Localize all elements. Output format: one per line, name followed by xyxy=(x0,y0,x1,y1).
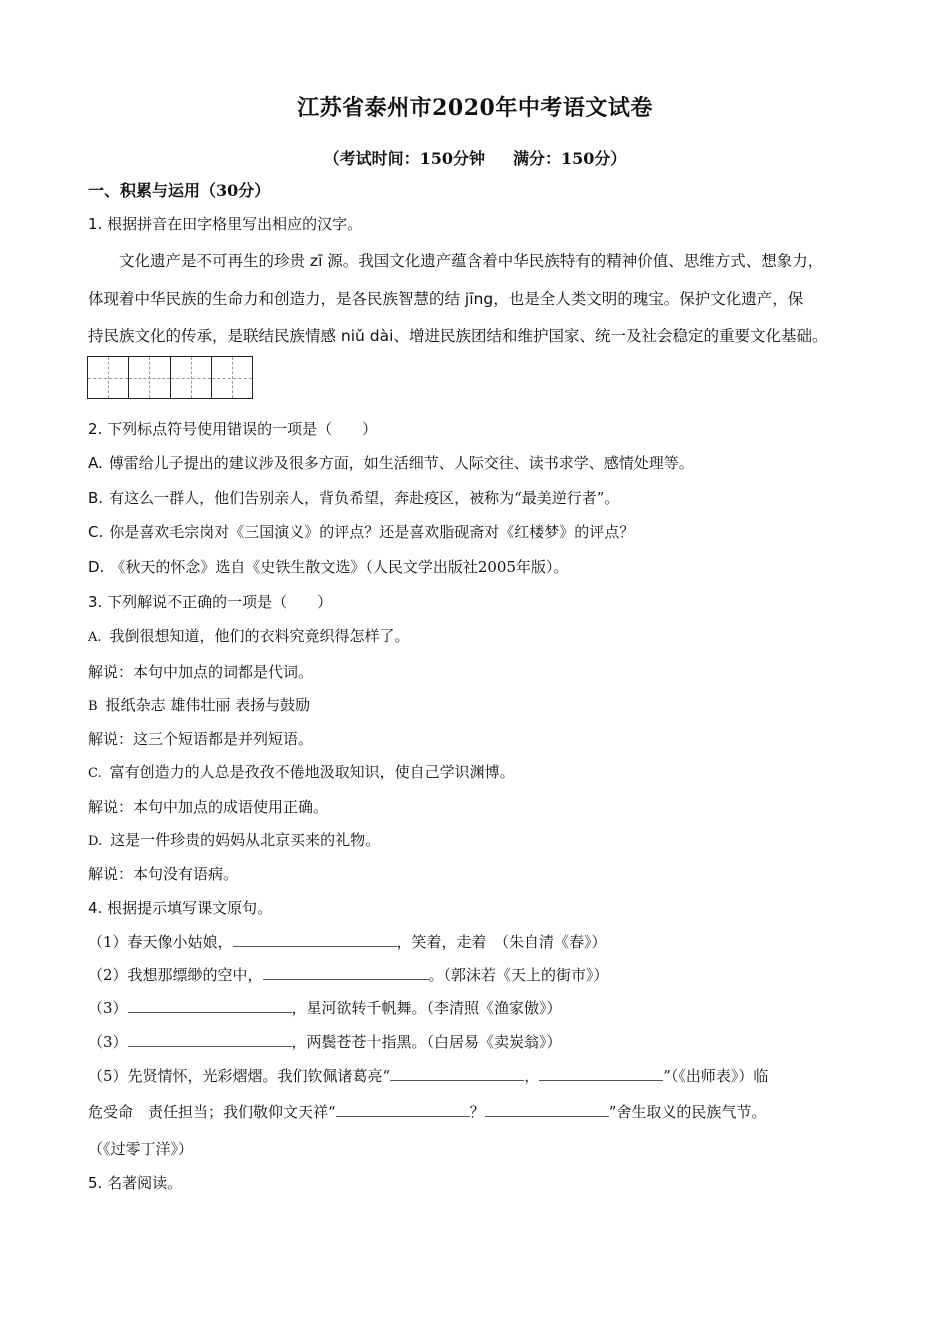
section-heading: 一、积累与运用（30分） xyxy=(88,181,271,200)
exam-info xyxy=(0,146,950,169)
q2-option-c: C. 你是喜欢毛宗岗对《三国演义》的评点？还是喜欢脂砚斋对《红楼梦》的评点？ xyxy=(88,523,635,541)
page-title: 江苏省泰州市2020年中考语文试卷 xyxy=(297,95,653,121)
answer-blank[interactable] xyxy=(128,998,292,1013)
q4-item-1: （1）春天像小姑娘， ，笑着，走着 （朱自清《春》） xyxy=(88,933,607,951)
q2-option-a: A. 傅雷给儿子提出的建议涉及很多方面，如生活细节、人际交往、读书求学、感情处理等。 xyxy=(88,454,694,472)
grid-cell[interactable] xyxy=(88,357,129,398)
grid-cell[interactable] xyxy=(212,357,252,398)
answer-blank[interactable] xyxy=(233,932,397,947)
q2-option-d: D. 《秋天的怀念》选自《史铁生散文选》（人民文学出版社2005年版）。 xyxy=(88,558,569,576)
q3-prompt: 3. 下列解说不正确的一项是（ ） xyxy=(88,593,333,611)
q1-para-line2: 体现着中华民族的生命力和创造力，是各民族智慧的结 jīng，也是全人类文明的瑰宝。保护文化遗产，保 xyxy=(88,290,804,308)
q2-option-b: B. 有这么一群人，他们告别亲人，背负希望，奔赴疫区，被称为“最美逆行者”。 xyxy=(88,489,620,507)
q4-item-3: （3） ，星河欲转千帆舞。（李清照《渔家傲》） xyxy=(88,999,562,1017)
q3-explain-a: 解说：本句中加点的词都是代词。 xyxy=(88,663,314,681)
grid-cell[interactable] xyxy=(171,357,212,398)
q1-para-line3: 持民族文化的传承，是联结民族情感 niǔ dài、增进民族团结和维护国家、统一及社会稳定的重要文化基础。 xyxy=(88,327,828,345)
q3-explain-c: 解说：本句中加点的成语使用正确。 xyxy=(88,798,329,816)
tianzige-grid[interactable] xyxy=(87,356,253,399)
q3-item-d: D. 这是一件珍贵的妈妈从北京买来的礼物。 xyxy=(88,831,381,849)
q5-prompt: 5. 名著阅读。 xyxy=(88,1174,183,1192)
exam-time: （考试时间：150分钟 xyxy=(323,149,485,168)
q2-prompt: 2. 下列标点符号使用错误的一项是（ ） xyxy=(88,420,378,438)
q3-explain-d: 解说：本句没有语病。 xyxy=(88,865,239,883)
q3-item-c: C. 富有创造力的人总是孜孜不倦地汲取知识，使自己学识渊博。 xyxy=(88,763,515,781)
q3-explain-b: 解说：这三个短语都是并列短语。 xyxy=(88,730,314,748)
answer-blank[interactable] xyxy=(390,1066,524,1081)
grid-cell[interactable] xyxy=(129,357,170,398)
answer-blank[interactable] xyxy=(128,1032,292,1047)
answer-blank[interactable] xyxy=(336,1102,470,1117)
q4-item-2: （2）我想那缥缈的空中， 。（郭沫若《天上的街市》） xyxy=(88,966,609,984)
answer-blank[interactable] xyxy=(485,1102,609,1117)
q1-para-line1: 文化遗产是不可再生的珍贵 zī 源。我国文化遗产蕴含着中华民族特有的精神价值、思维方式、想象力， xyxy=(88,252,824,270)
q4-prompt: 4. 根据提示填写课文原句。 xyxy=(88,899,273,917)
q4-item-5: （5）先贤情怀，光彩熠熠。我们钦佩诸葛亮“ ， ”（《出师表》）临 xyxy=(88,1067,769,1085)
answer-blank[interactable] xyxy=(263,965,429,980)
q3-item-b: B 报纸杂志 雄伟壮丽 表扬与鼓励 xyxy=(88,696,311,714)
q3-item-a: A. 我倒很想知道，他们的衣料究竟织得怎样了。 xyxy=(88,627,410,645)
q1-prompt: 1. 根据拼音在田字格里写出相应的汉字。 xyxy=(88,215,363,233)
q4-item-5-cont: 危受命 责任担当；我们敬仰文天祥“ ？ ”舍生取义的民族气节。 xyxy=(88,1103,767,1121)
exam-score: 满分：150分） xyxy=(513,149,627,168)
q4-item-5-source: （《过零丁洋》） xyxy=(88,1140,194,1158)
answer-blank[interactable] xyxy=(539,1066,663,1081)
q4-item-4: （3） ，两鬓苍苍十指黑。（白居易《卖炭翁》） xyxy=(88,1033,562,1051)
